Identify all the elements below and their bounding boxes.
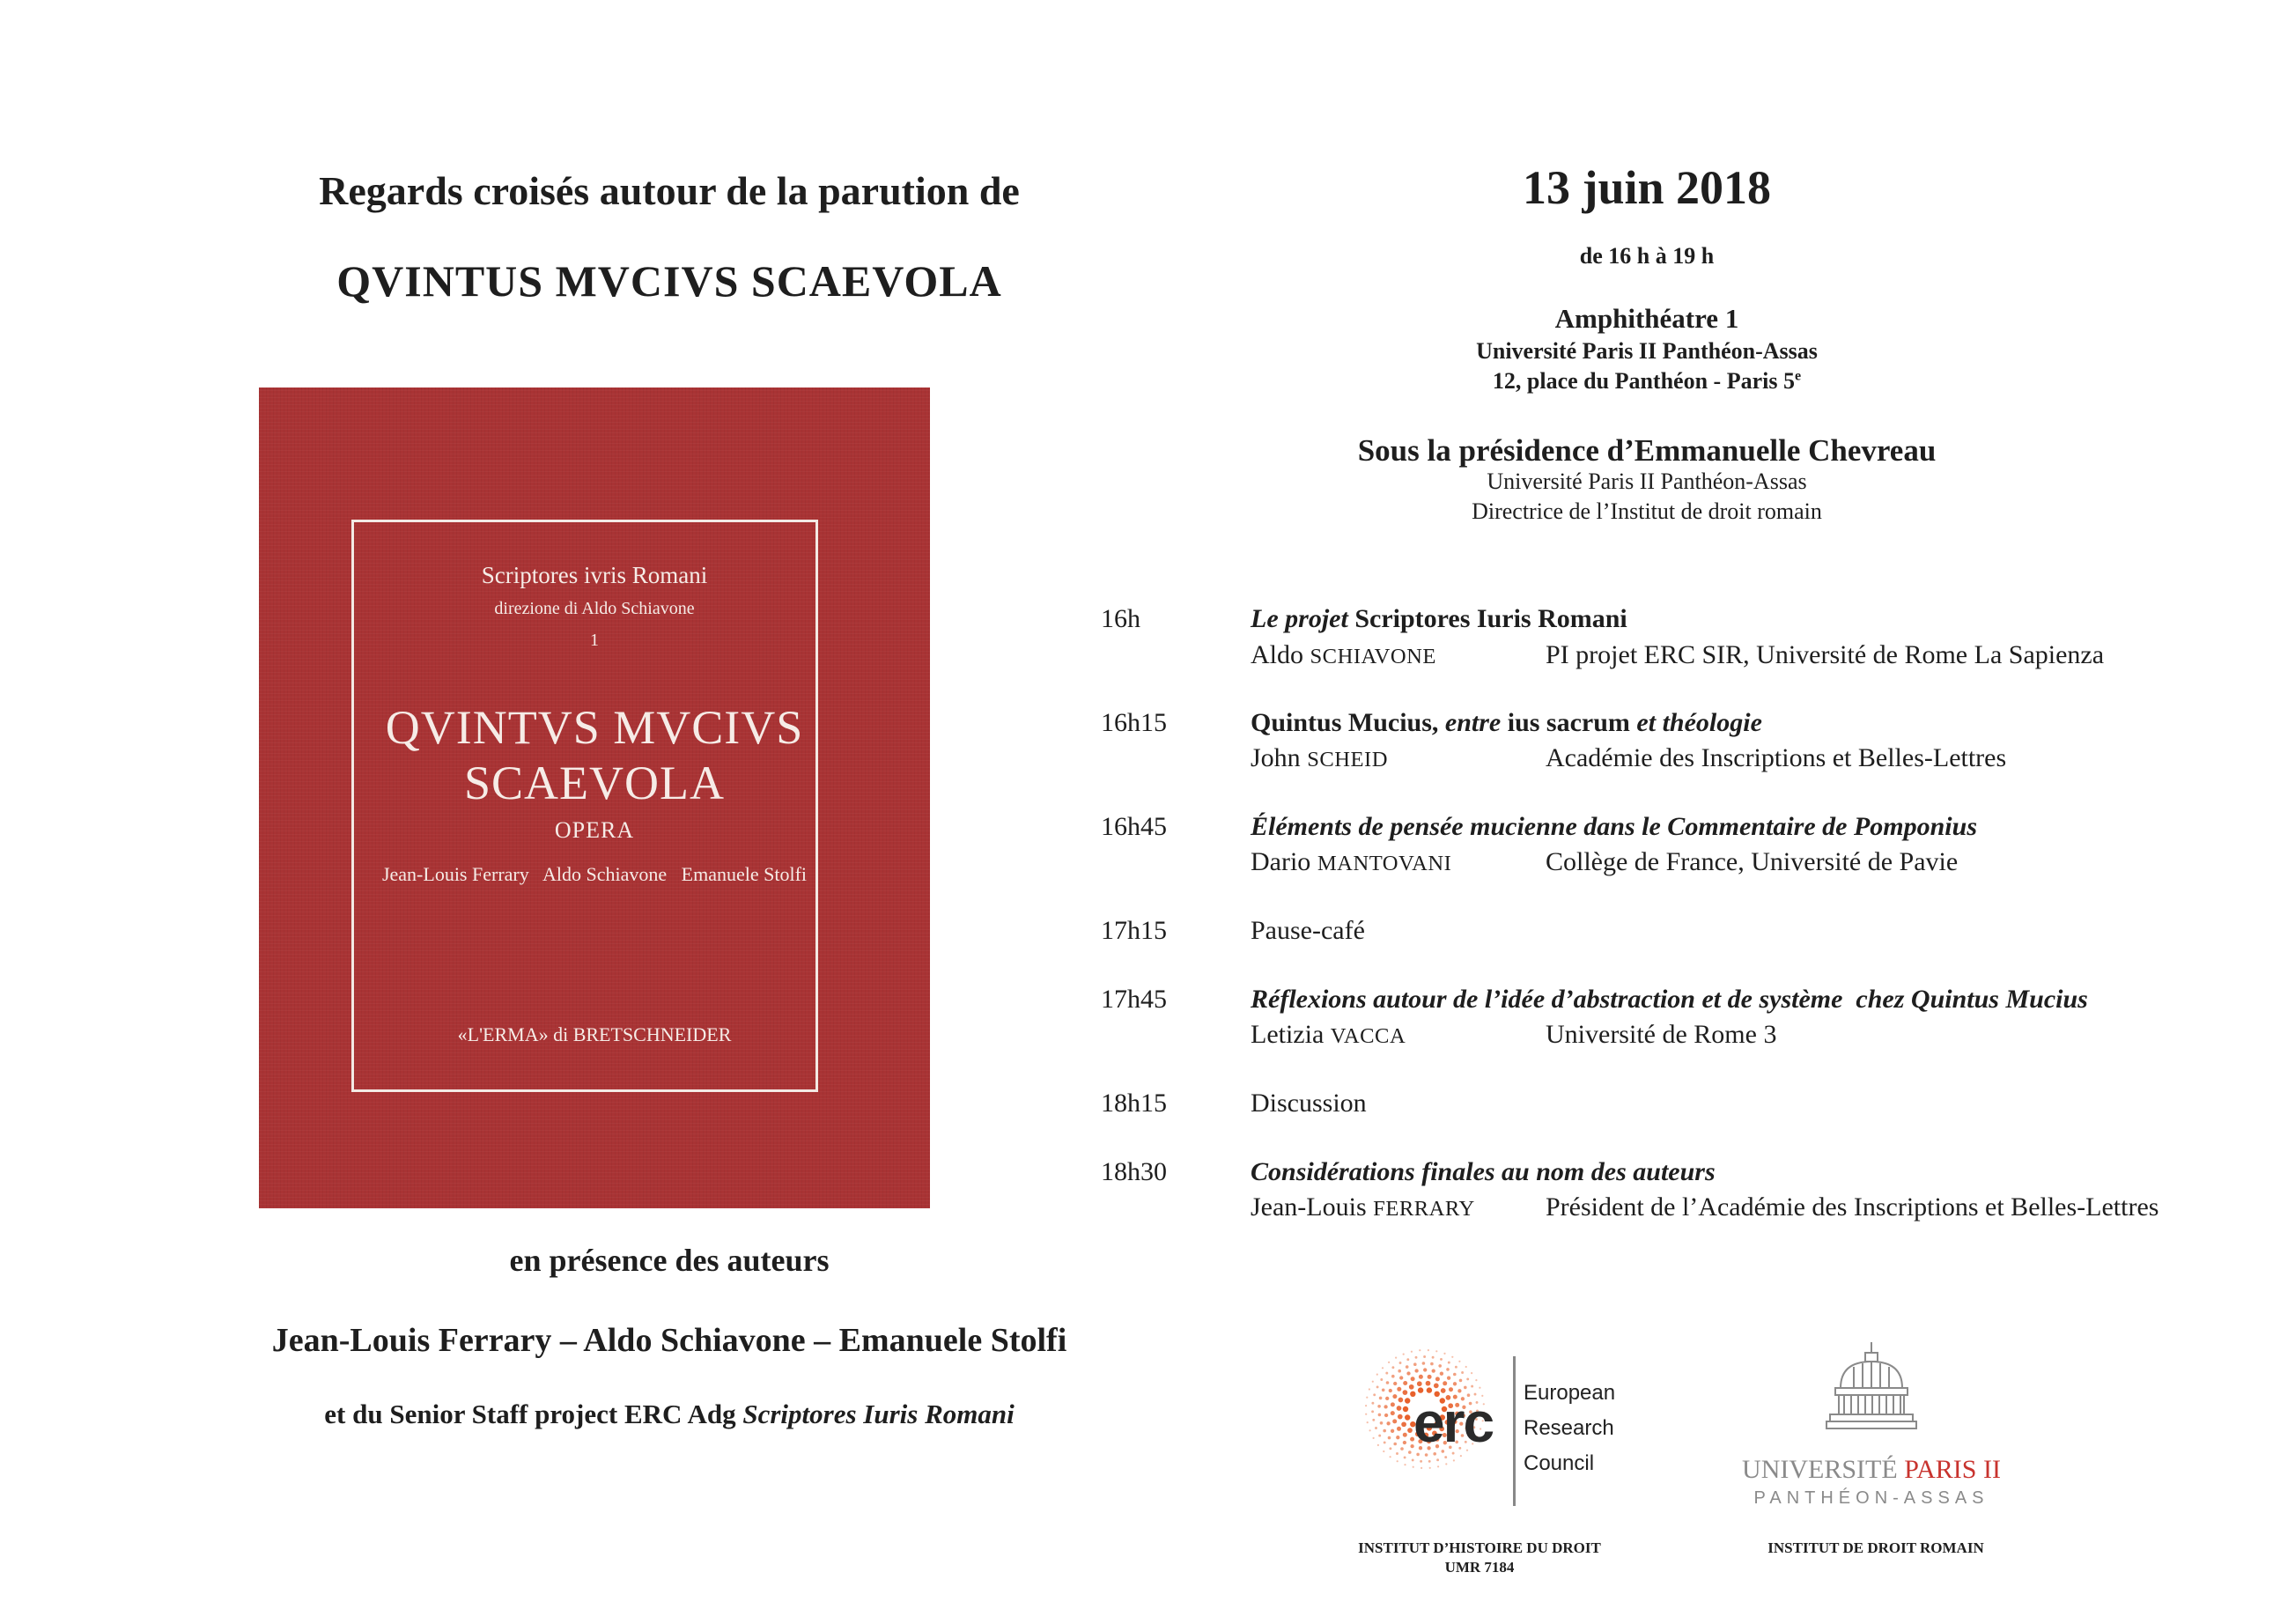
erc-dot	[1475, 1379, 1477, 1381]
erc-dot	[1395, 1357, 1397, 1359]
erc-dot	[1382, 1367, 1384, 1369]
cover-series: Scriptores ivris Romani	[481, 562, 708, 588]
erc-dot	[1417, 1381, 1422, 1386]
erc-dot	[1369, 1429, 1371, 1431]
erc-dot	[1406, 1358, 1409, 1361]
erc-dot	[1403, 1381, 1407, 1385]
erc-dot	[1403, 1433, 1407, 1437]
erc-name-line3: Council	[1524, 1451, 1595, 1475]
erc-dot	[1413, 1466, 1414, 1468]
erc-dot	[1479, 1387, 1480, 1389]
speaker-first: Letizia	[1251, 1020, 1331, 1049]
erc-dot	[1432, 1369, 1435, 1372]
event-time: de 16 h à 19 h	[1579, 243, 1715, 269]
erc-dot	[1404, 1464, 1406, 1465]
program-speaker	[1251, 847, 1451, 877]
program-title: Réflexions autour de l’idée d’abstraction et de système chez Quintus Mucius	[1251, 985, 2088, 1014]
erc-dot	[1408, 1451, 1412, 1454]
university-name-a: UNIVERSITÉ	[1742, 1455, 1905, 1484]
speaker-first: John	[1251, 743, 1308, 772]
erc-dot	[1385, 1372, 1388, 1375]
erc-dot	[1369, 1388, 1370, 1390]
erc-dot	[1435, 1377, 1440, 1381]
erc-dot	[1388, 1362, 1390, 1363]
erc-dot	[1430, 1362, 1434, 1366]
erc-dot	[1436, 1458, 1439, 1461]
program-time: 16h45	[1101, 812, 1167, 841]
erc-dot	[1465, 1366, 1467, 1368]
erc-dot	[1384, 1441, 1386, 1443]
program-time: 17h45	[1101, 985, 1167, 1014]
speaker-last: MANTOVANI	[1317, 852, 1452, 875]
erc-name-line2: Research	[1524, 1416, 1614, 1440]
erc-dot	[1400, 1447, 1404, 1451]
erc-dot	[1403, 1406, 1408, 1412]
erc-dot	[1419, 1349, 1421, 1351]
program-title-d: et théologie	[1636, 708, 1762, 737]
erc-dot	[1383, 1451, 1384, 1452]
erc-dot	[1391, 1411, 1395, 1415]
erc-dot	[1401, 1421, 1406, 1427]
erc-dot	[1428, 1349, 1429, 1351]
erc-dot	[1411, 1377, 1415, 1381]
erc-dot	[1389, 1389, 1392, 1392]
erc-dot	[1389, 1447, 1391, 1450]
program-title: Pause-café	[1251, 916, 1365, 945]
erc-dot	[1392, 1419, 1397, 1423]
erc-dot	[1405, 1414, 1410, 1420]
presidence-university: Université Paris II Panthéon-Assas	[1487, 469, 1807, 494]
event-date: 13 juin 2018	[1522, 161, 1772, 214]
cover-opera: OPERA	[554, 817, 635, 843]
erc-dot	[1419, 1375, 1423, 1379]
erc-dot	[1386, 1381, 1390, 1384]
erc-dot	[1403, 1354, 1405, 1355]
erc-dot	[1393, 1443, 1397, 1446]
erc-dot	[1386, 1421, 1390, 1425]
erc-dot	[1398, 1398, 1404, 1403]
erc-dot	[1392, 1394, 1397, 1399]
erc-dot	[1404, 1456, 1406, 1458]
erc-dot	[1398, 1369, 1401, 1373]
erc-dot	[1373, 1393, 1376, 1396]
erc-dot	[1451, 1356, 1453, 1358]
staff-line	[88, 1399, 1251, 1430]
erc-dot	[1377, 1444, 1379, 1446]
program-title	[1251, 604, 1627, 634]
erc-dot	[1438, 1364, 1442, 1368]
erc-dot	[1391, 1429, 1394, 1433]
erc-dot	[1393, 1382, 1397, 1385]
university-name-b: PARIS II	[1904, 1455, 2001, 1484]
erc-dot	[1372, 1381, 1374, 1383]
authors-line: Jean-Louis Ferrary – Aldo Schiavone – Emanuele Stolfi	[271, 1322, 1067, 1359]
erc-dot	[1471, 1372, 1472, 1374]
program-title-b: entre	[1444, 708, 1502, 737]
speaker-last: VACCA	[1330, 1024, 1406, 1048]
erc-dot	[1396, 1452, 1398, 1455]
erc-dot	[1447, 1377, 1450, 1380]
book-cover	[259, 388, 930, 1208]
program-title-a: Quintus Mucius,	[1251, 708, 1445, 737]
program-speaker	[1251, 743, 1388, 773]
erc-dot	[1399, 1376, 1403, 1379]
erc-dot	[1448, 1362, 1450, 1364]
erc-dot	[1376, 1374, 1378, 1376]
erc-dot	[1429, 1467, 1431, 1469]
erc-dot	[1440, 1372, 1443, 1376]
erc-name	[1524, 1376, 1615, 1481]
program-time: 18h15	[1101, 1089, 1167, 1118]
university-name	[1717, 1455, 2026, 1485]
erc-dot	[1378, 1435, 1381, 1437]
erc-dot	[1446, 1368, 1450, 1371]
erc-name-line1: European	[1524, 1381, 1616, 1405]
speaker-first: Aldo	[1251, 640, 1310, 669]
program-affiliation: Académie des Inscriptions et Belles-Lettres	[1546, 743, 2007, 772]
erc-dot	[1384, 1405, 1387, 1408]
program-time: 16h15	[1101, 708, 1167, 737]
erc-dot	[1406, 1365, 1409, 1369]
erc-dot	[1366, 1397, 1368, 1399]
erc-dot	[1422, 1362, 1426, 1365]
erc-dot	[1423, 1355, 1426, 1358]
venue-address-sup: e	[1794, 368, 1802, 384]
erc-dot	[1466, 1377, 1469, 1380]
erc-dot	[1471, 1385, 1473, 1388]
erc-dot	[1388, 1436, 1391, 1440]
cover-publisher: «L'ERMA» di BRETSCHNEIDER	[457, 1023, 732, 1045]
program-title: Éléments de pensée mucienne dans le Commentaire de Pomponius	[1251, 812, 1977, 841]
speaker-last: SCHIAVONE	[1310, 645, 1436, 668]
erc-dot	[1391, 1375, 1395, 1378]
presence-line: en présence des auteurs	[509, 1243, 830, 1278]
erc-dot	[1375, 1427, 1377, 1429]
erc-dot	[1407, 1428, 1413, 1433]
erc-dot	[1423, 1368, 1427, 1371]
program-title-c: ius sacrum	[1501, 708, 1637, 737]
cover-title-line1: QVINTVS MVCIVS	[385, 701, 804, 754]
institute-history-line1: INSTITUT D’HISTOIRE DU DROIT	[1358, 1539, 1601, 1556]
cover-title-line2: SCAEVOLA	[463, 757, 725, 809]
program-affiliation: Université de Rome 3	[1546, 1020, 1777, 1049]
university-subname: PANTHÉON-ASSAS	[1753, 1488, 1989, 1508]
program-title-rest: Scriptores Iuris Romani	[1347, 604, 1627, 633]
venue-address	[1339, 368, 1955, 395]
erc-dot	[1377, 1405, 1381, 1408]
erc-dot	[1378, 1414, 1382, 1417]
erc-dot	[1415, 1356, 1418, 1359]
erc-dot	[1414, 1369, 1418, 1372]
erc-dot	[1420, 1460, 1422, 1463]
erc-dot	[1455, 1366, 1457, 1369]
erc-dot	[1434, 1384, 1439, 1389]
erc-dot	[1411, 1351, 1413, 1353]
program-title	[1251, 708, 1762, 738]
presidence-title: Sous la présidence d’Emmanuelle Chevreau	[1357, 433, 1937, 468]
program-time: 16h	[1101, 604, 1140, 633]
erc-dot	[1384, 1414, 1388, 1417]
erc-dot	[1444, 1456, 1447, 1458]
erc-dot	[1396, 1436, 1399, 1439]
erc-dot	[1391, 1366, 1394, 1369]
erc-dot	[1379, 1397, 1383, 1400]
erc-dot	[1373, 1437, 1375, 1439]
erc-dot	[1413, 1362, 1417, 1366]
presidence-role: Directrice de l’Institut de droit romain	[1472, 498, 1822, 524]
erc-lettering: erc	[1413, 1391, 1494, 1454]
institute-roman-law: INSTITUT DE DROIT ROMAIN	[1767, 1539, 1984, 1556]
erc-dot	[1403, 1390, 1408, 1395]
speaker-first: Dario	[1251, 847, 1317, 876]
program-title: Discussion	[1251, 1089, 1367, 1118]
erc-dot	[1403, 1441, 1406, 1444]
erc-dot	[1397, 1387, 1401, 1391]
erc-dot	[1383, 1429, 1386, 1433]
erc-dot	[1371, 1410, 1374, 1413]
erc-dot	[1391, 1402, 1395, 1406]
speaker-first: Jean-Louis	[1251, 1192, 1374, 1222]
erc-dot	[1385, 1397, 1389, 1400]
erc-divider	[1513, 1356, 1516, 1506]
erc-dot	[1390, 1456, 1391, 1458]
erc-dot	[1405, 1398, 1410, 1403]
program-speaker	[1251, 1020, 1406, 1050]
speaker-last: FERRARY	[1373, 1197, 1475, 1221]
erc-dot	[1365, 1414, 1367, 1415]
erc-dot	[1371, 1402, 1374, 1405]
program-affiliation: PI projet ERC SIR, Université de Rome La Sapienza	[1546, 640, 2105, 669]
program-time: 18h30	[1101, 1157, 1167, 1186]
book-title: QVINTUS MVCIVS SCAEVOLA	[336, 256, 1002, 306]
cover-number: 1	[590, 631, 599, 650]
erc-dot	[1458, 1361, 1460, 1362]
staff-italic: Scriptores Iuris Romani	[742, 1399, 1015, 1429]
program-speaker	[1251, 1192, 1475, 1222]
erc-dot	[1437, 1465, 1439, 1467]
erc-dot	[1445, 1463, 1447, 1465]
program-title-italic: Le projet	[1251, 604, 1348, 633]
erc-dot	[1406, 1371, 1410, 1375]
erc-dot	[1428, 1460, 1431, 1463]
venue-address-text: 12, place du Panthéon - Paris 5	[1492, 368, 1795, 394]
cover-authors: Jean-Louis Ferrary Aldo Schiavone Emanuele Stolfi	[381, 863, 808, 885]
erc-dot	[1453, 1373, 1457, 1377]
staff-prefix: et du Senior Staff project ERC Adg	[324, 1399, 743, 1429]
erc-dot	[1443, 1381, 1447, 1385]
institute-history-line2: UMR 7184	[1444, 1559, 1515, 1576]
erc-dot	[1409, 1384, 1414, 1390]
erc-dot	[1443, 1353, 1445, 1355]
program-speaker	[1251, 640, 1436, 670]
erc-dot	[1435, 1350, 1437, 1352]
event-title: Regards croisés autour de la parution de	[319, 168, 1020, 213]
erc-dot	[1432, 1356, 1435, 1359]
erc-dot	[1382, 1389, 1385, 1392]
erc-dot	[1380, 1421, 1384, 1425]
erc-dot	[1367, 1421, 1369, 1423]
erc-dot	[1412, 1458, 1414, 1461]
erc-dot	[1365, 1405, 1367, 1406]
erc-dot	[1380, 1378, 1383, 1381]
erc-dot	[1461, 1371, 1464, 1374]
erc-dot	[1397, 1406, 1402, 1411]
erc-dot	[1399, 1362, 1402, 1364]
erc-dot	[1453, 1382, 1457, 1385]
erc-dot	[1372, 1419, 1375, 1421]
speaker-last: SCHEID	[1307, 748, 1389, 771]
cover-direction: direzione di Aldo Schiavone	[494, 599, 695, 618]
erc-dot	[1397, 1427, 1401, 1431]
erc-dot	[1376, 1385, 1379, 1388]
erc-dot	[1459, 1379, 1463, 1383]
erc-dot	[1453, 1459, 1455, 1461]
erc-dot	[1440, 1358, 1443, 1361]
erc-dot	[1398, 1414, 1403, 1420]
venue-university: Université Paris II Panthéon-Assas	[1476, 338, 1818, 364]
erc-dot	[1426, 1381, 1431, 1386]
program-title: Considérations finales au nom des auteurs	[1251, 1157, 1716, 1186]
program-time: 17h15	[1101, 916, 1167, 945]
erc-dot	[1464, 1386, 1467, 1390]
pantheon-dome-icon	[1814, 1340, 1929, 1446]
erc-dot	[1460, 1455, 1462, 1457]
erc-dot	[1397, 1460, 1398, 1462]
program-affiliation: Collège de France, Université de Pavie	[1546, 847, 1959, 876]
venue-room: Amphithéatre 1	[1554, 303, 1739, 334]
program-affiliation: Président de l’Académie des Inscriptions et Belles-Lettres	[1546, 1192, 2159, 1222]
erc-dot	[1421, 1467, 1422, 1469]
erc-dot	[1428, 1375, 1432, 1379]
